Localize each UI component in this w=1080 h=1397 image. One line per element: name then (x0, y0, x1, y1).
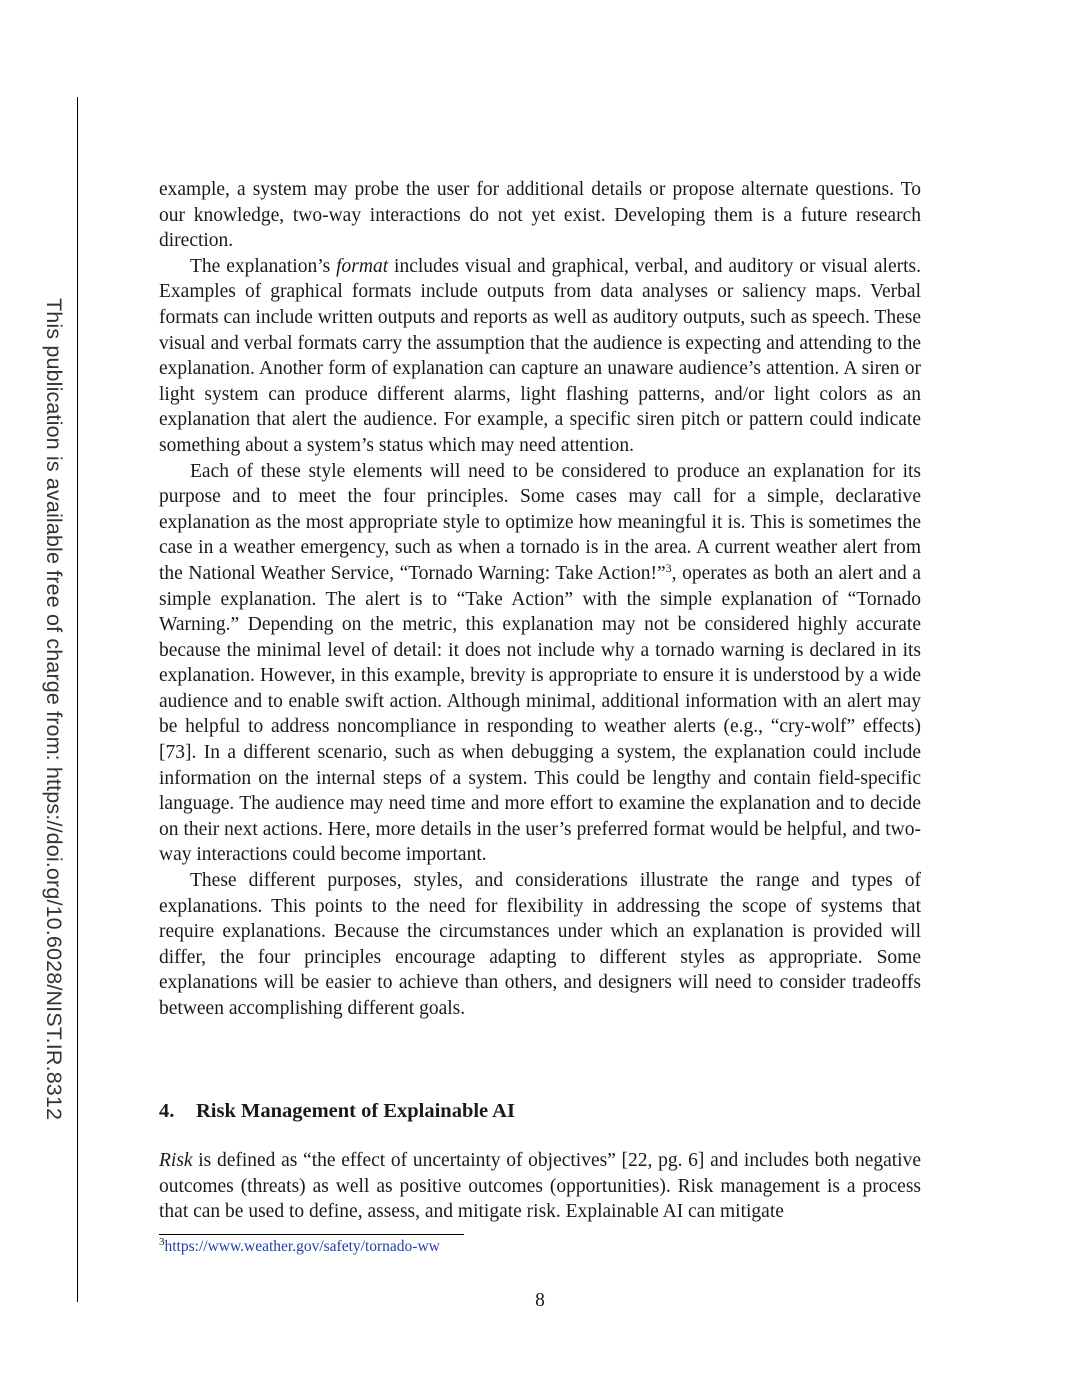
footnote-mark: 3 (159, 1236, 165, 1248)
section-number: 4. (159, 1100, 175, 1122)
section-heading (159, 1100, 921, 1123)
availability-notice: This publication is available free of charge from: https://doi.org/10.6028/NIST.IR.8312 (42, 298, 66, 1121)
paragraph-risk (159, 1148, 921, 1225)
format-term: format (336, 255, 389, 277)
paragraph-continued: example, a system may probe the user for additional details or propose alternate questions. To our knowledge, two-way interactions do not yet exist. Developing them is a future research direction. (159, 179, 921, 252)
footnote-link[interactable]: https://www.weather.gov/safety/tornado-ww (164, 1238, 440, 1255)
risk-term: Risk (159, 1150, 193, 1171)
page-number: 8 (535, 1290, 545, 1311)
paragraph-style-rest: , operates as both an alert and a simple explanation. The alert is to “Take Action” with the simple explanation of “Tornado Warning.” Depending on the metric, this explanation may not be considered highly accurate because the minimal level of detail: it does not include why a tornado warning is declared in its explanation. However, in this example, brevity is appropriate to ensure it is understood by a wide audience and to enable swift action. Although minimal, additional information with an alert may be helpful to address noncompliance in responding to weather alerts (e.g., “cry-wolf” effects) [73]. In a different scenario, such as when debugging a system, the explanation could include information on the internal steps of a system. This could be lengthy and contain field-specific language. The audience may need time and more effort to examine the explanation and to decide on their next actions. Here, more details in the user’s preferred format would be helpful, and two-way interactions could become important. (159, 562, 921, 866)
margin-rule (77, 97, 78, 1302)
section-title: Risk Management of Explainable AI (196, 1100, 515, 1122)
body-text (159, 177, 921, 1022)
paragraph-style-start: Each of these style elements will need to be considered to produce an explanation for its purpose and to meet the four principles. Some cases may call for a simple, declarative explanation as the most appropriate style to optimize how meaningful it is. This is sometimes the case in a weather emergency, such as when a tornado is in the area. A current weather alert from the National Weather Service, “Tornado Warning: Take Action!” (159, 460, 921, 584)
paragraph-considerations: These different purposes, styles, and considerations illustrate the range and types of explanations. This points to the need for flexibility in addressing the scope of systems that require explanations. Because the circumstances under which an explanation is provided will differ, the four principles encourage adapting to different styles as appropriate. Some explanations will be easier to achieve than others, and designers will need to consider tradeoffs between accomplishing different goals. (159, 870, 921, 1019)
paragraph-style-elements (159, 459, 921, 869)
paragraph-format-start: The explanation’s (190, 255, 337, 277)
paragraph-risk-rest: is defined as “the effect of uncertainty of objectives” [22, pg. 6] and includes both negative outcomes (threats) as well as positive outcomes (opportunities). Risk management is a process that can be used to define, assess, and mitigate risk. Explainable AI can mitigate (159, 1150, 921, 1223)
footnote-rule (159, 1234, 464, 1235)
section-body (159, 1148, 921, 1225)
footnote (159, 1238, 440, 1256)
footnote-reference[interactable]: 3 (665, 560, 672, 575)
paragraph-format (159, 254, 921, 459)
paragraph-format-rest: includes visual and graphical, verbal, and auditory or visual alerts. Examples of graphical formats include outputs from data analyses or saliency maps. Verbal formats can include written outputs and reports as well as auditory outputs, such as speech. These visual and verbal formats carry the assumption that the audience is expecting and attending to the explanation. Another form of explanation can capture an unaware audience’s attention. A siren or light system can produce different alarms, light flashing patterns, and/or light colors as an explanation that alert the audience. For example, a specific siren pitch or pattern could indicate something about a system’s status which may need attention. (159, 255, 921, 456)
